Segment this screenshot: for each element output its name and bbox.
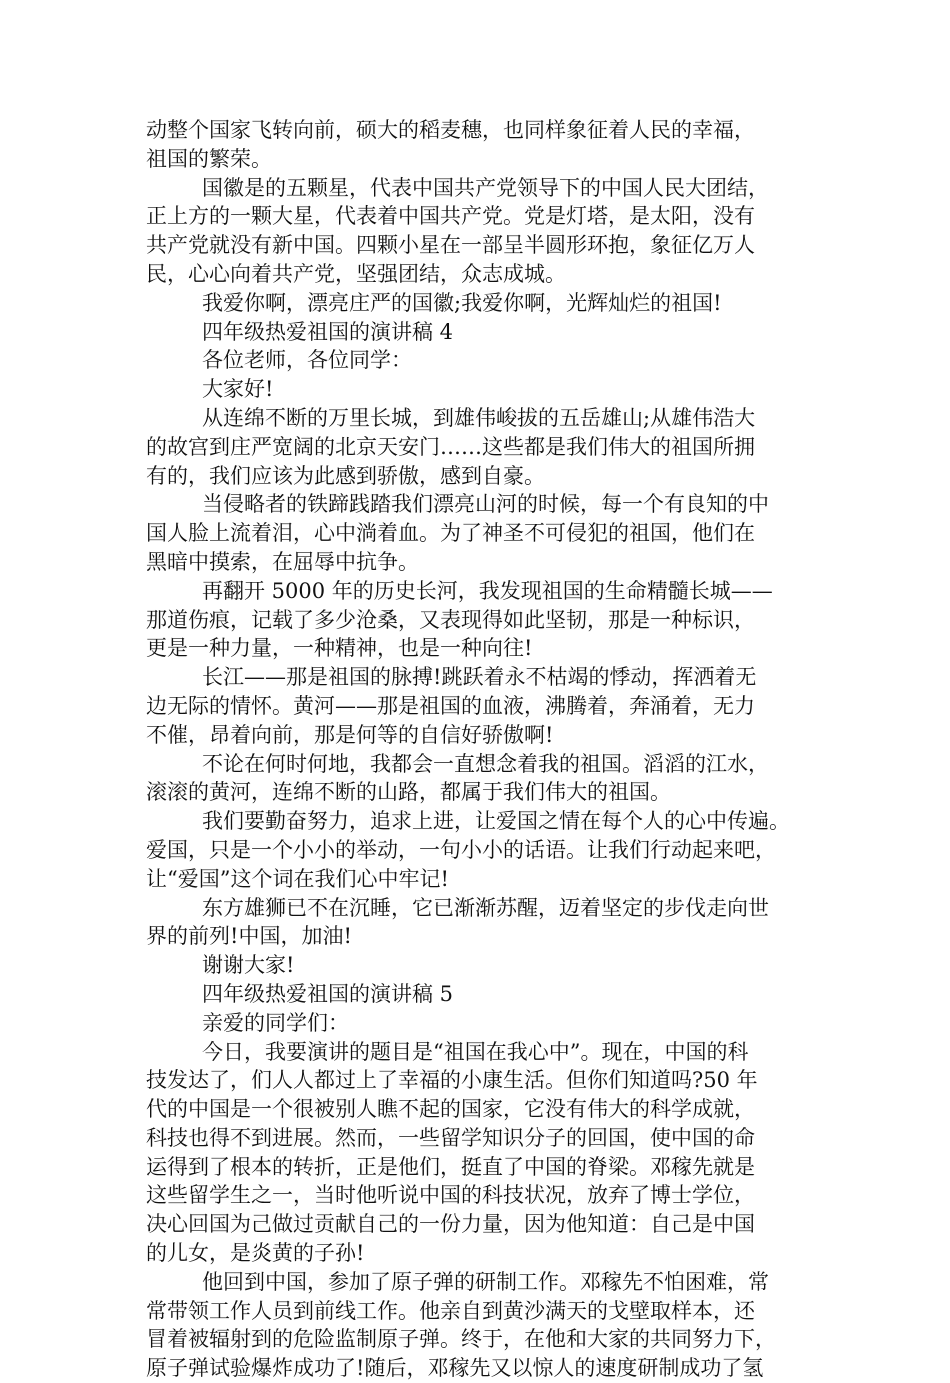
text-line: 我们要勤奋努力，追求上进，让爱国之情在每个人的心中传遍。	[202, 809, 790, 834]
text-line: 我爱你啊，漂亮庄严的国徽;我爱你啊，光辉灿烂的祖国!	[202, 290, 722, 315]
text-line: 不催，昂着向前，那是何等的自信好骄傲啊!	[146, 722, 554, 747]
text-line: 民，心心向着共产党，坚强团结，众志成城。	[146, 261, 566, 286]
text-line: 技发达了，们人人都过上了幸福的小康生活。但你们知道吗?50 年	[146, 1068, 758, 1093]
text-line: 原子弹试验爆炸成功了!随后，邓稼先又以惊人的速度研制成功了氢	[146, 1356, 764, 1381]
text-line: 有的，我们应该为此感到骄傲，感到自豪。	[146, 463, 545, 488]
text-line: 界的前列!中国，加油!	[146, 924, 352, 949]
text-line: 运得到了根本的转折，正是他们，挺直了中国的脊梁。邓稼先就是	[146, 1154, 755, 1179]
text-line: 国人脸上流着泪，心中淌着血。为了神圣不可侵犯的祖国，他们在	[146, 521, 755, 546]
text-line: 滚滚的黄河，连绵不断的山路，都属于我们伟大的祖国。	[146, 780, 671, 805]
text-line: 的故宫到庄严宽阔的北京天安门……这些都是我们伟大的祖国所拥	[146, 434, 755, 459]
text-line: 的儿女，是炎黄的子孙!	[146, 1241, 365, 1266]
text-line: 从连绵不断的万里长城，到雄伟峻拔的五岳雄山;从雄伟浩大	[202, 405, 756, 430]
text-line: 黑暗中摸索，在屈辱中抗争。	[146, 549, 419, 574]
text-line: 四年级热爱祖国的演讲稿 4	[202, 319, 454, 344]
text-line: 不论在何时何地，我都会一直想念着我的祖国。滔滔的江水，	[202, 751, 769, 776]
text-line: 今日，我要演讲的题目是“祖国在我心中”。现在，中国的科	[202, 1039, 749, 1064]
text-line: 科技也得不到进展。然而，一些留学知识分子的回国，使中国的命	[146, 1125, 755, 1150]
text-line: 大家好!	[202, 377, 274, 402]
text-line: 正上方的一颗大星，代表着中国共产党。党是灯塔，是太阳，没有	[146, 204, 755, 229]
text-line: 代的中国是一个很被别人瞧不起的国家，它没有伟大的科学成就，	[146, 1097, 755, 1122]
text-line: 他回到中国，参加了原子弹的研制工作。邓稼先不怕困难，常	[202, 1269, 769, 1294]
text-line: 决心回国为己做过贡献自己的一份力量，因为他知道：自己是中国	[146, 1212, 755, 1237]
text-line: 各位老师，各位同学：	[202, 348, 412, 373]
text-line: 当侵略者的铁蹄践踏我们漂亮山河的时候，每一个有良知的中	[202, 492, 769, 517]
text-line: 更是一种力量，一种精神，也是一种向往!	[146, 636, 533, 661]
text-line: 爱国，只是一个小小的举动，一句小小的话语。让我们行动起来吧，	[146, 837, 776, 862]
text-line: 那道伤痕，记载了多少沧桑，又表现得如此坚韧，那是一种标识，	[146, 607, 755, 632]
text-line: 亲爱的同学们：	[202, 1010, 349, 1035]
text-line: 让“爱国”这个词在我们心中牢记!	[146, 866, 449, 891]
text-line: 冒着被辐射到的危险监制原子弹。终于，在他和大家的共同努力下，	[146, 1327, 776, 1352]
text-line: 长江——那是祖国的脉搏!跳跃着永不枯竭的悸动，挥洒着无	[202, 665, 757, 690]
text-line: 四年级热爱祖国的演讲稿 5	[202, 981, 454, 1006]
text-line: 祖国的繁荣。	[146, 146, 272, 171]
text-line: 共产党就没有新中国。四颗小星在一部呈半圆形环抱，象征亿万人	[146, 233, 755, 258]
document-body	[146, 116, 806, 1383]
text-line: 谢谢大家!	[202, 953, 295, 978]
text-line: 动整个国家飞转向前，硕大的稻麦穗，也同样象征着人民的幸福，	[146, 118, 755, 142]
text-line: 国徽是的五颗星，代表中国共产党领导下的中国人民大团结，	[202, 175, 769, 200]
text-line: 再翻开 5000 年的历史长河，我发现祖国的生命精髓长城——	[202, 578, 773, 603]
text-line: 常带领工作人员到前线工作。他亲自到黄沙满天的戈壁取样本，还	[146, 1298, 755, 1323]
text-line: 东方雄狮已不在沉睡，它已渐渐苏醒，迈着坚定的步伐走向世	[202, 895, 769, 920]
text-line: 这些留学生之一，当时他听说中国的科技状况，放弃了博士学位，	[146, 1183, 755, 1208]
text-line: 边无际的情怀。黄河——那是祖国的血液，沸腾着，奔涌着，无力	[146, 693, 755, 718]
